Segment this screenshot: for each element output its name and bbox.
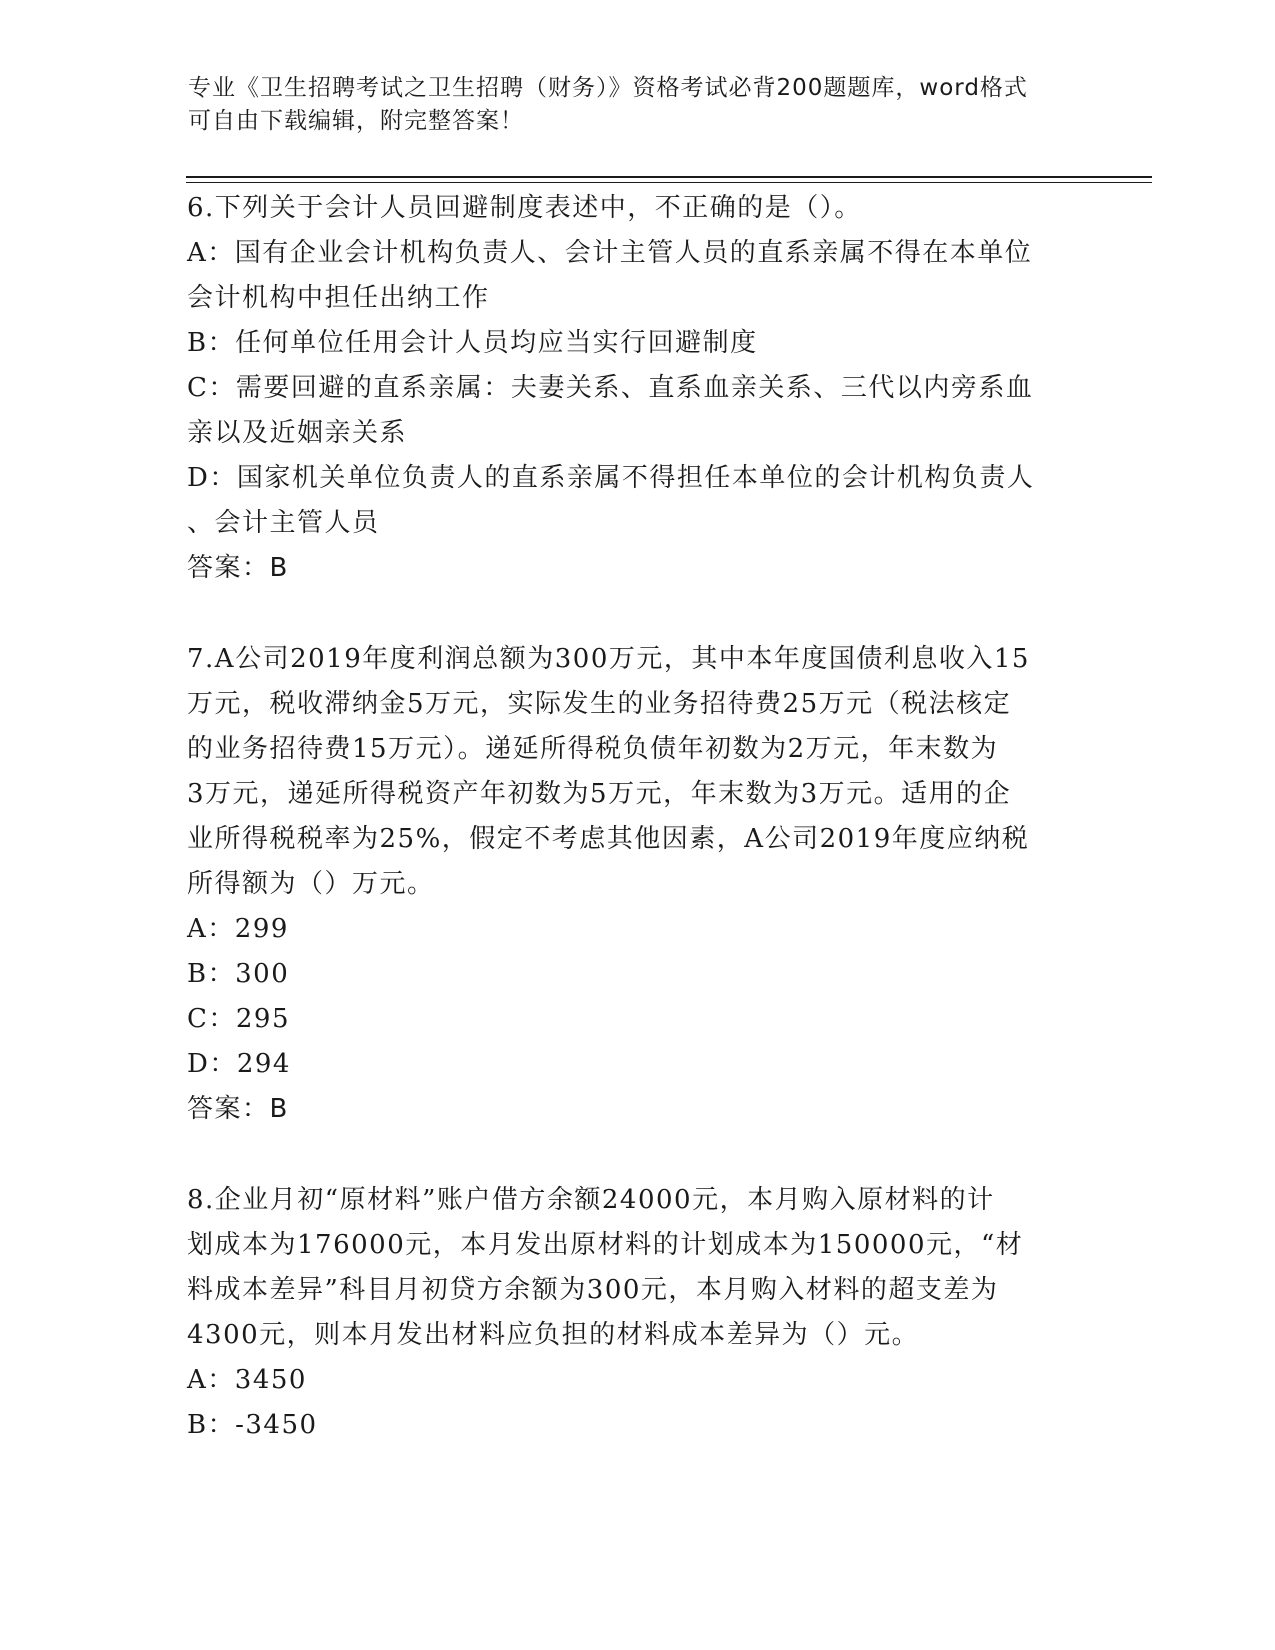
- question-gap: [187, 1132, 1077, 1178]
- question-list: [187, 186, 1077, 1448]
- question-stem-line: 业所得税税率为25%，假定不考虑其他因素，A公司2019年度应纳税: [187, 824, 1030, 854]
- question-stem-line: 料成本差异”科目月初贷方余额为300元，本月购入材料的超支差为: [187, 1275, 999, 1305]
- option-a-line-1: A：国有企业会计机构负责人、会计主管人员的直系亲属不得在本单位: [187, 238, 1033, 268]
- answer-line: 答案：B: [187, 1094, 289, 1124]
- option-b-line-1: B：300: [187, 959, 290, 989]
- option-d-line-1: D：294: [187, 1049, 291, 1079]
- question-stem-line: 4300元，则本月发出材料应负担的材料成本差异为（）元。: [187, 1320, 920, 1350]
- question-stem-line: 3万元，递延所得税资产年初数为5万元，年末数为3万元。适用的企: [187, 779, 1012, 809]
- question-stem-line: 划成本为176000元，本月发出原材料的计划成本为150000元，“材: [187, 1230, 1024, 1260]
- option-c-line-1: C：需要回避的直系亲属：夫妻关系、直系血亲关系、三代以内旁系血: [187, 373, 1034, 403]
- question-stem-line: 所得额为（）万元。: [187, 869, 435, 899]
- header-divider-thin: [186, 182, 1152, 183]
- option-b-line-1: B：-3450: [187, 1410, 318, 1440]
- header-divider-thick: [186, 176, 1152, 178]
- document-header: [188, 72, 1068, 138]
- answer-line: 答案：B: [187, 553, 289, 583]
- question-8: [187, 1178, 1077, 1448]
- option-d-line-1: D：国家机关单位负责人的直系亲属不得担任本单位的会计机构负责人: [187, 463, 1035, 493]
- header-line-1: 专业《卫生招聘考试之卫生招聘（财务）》资格考试必背200题题库，word格式: [188, 75, 1028, 101]
- option-a-line-1: A：3450: [187, 1365, 307, 1395]
- question-gap: [187, 591, 1077, 637]
- question-stem-line: 万元，税收滞纳金5万元，实际发生的业务招待费25万元（税法核定: [187, 689, 1012, 719]
- question-stem-line: 7.A公司2019年度利润总额为300万元，其中本年度国债利息收入15: [187, 644, 1030, 674]
- question-stem-line: 8.企业月初“原材料”账户借方余额24000元，本月购入原材料的计: [187, 1185, 995, 1215]
- option-a-line-2: 会计机构中担任出纳工作: [187, 283, 490, 313]
- option-b-line-1: B：任何单位任用会计人员均应当实行回避制度: [187, 328, 758, 358]
- question-stem-line: 6.下列关于会计人员回避制度表述中，不正确的是（）。: [187, 193, 862, 223]
- option-d-line-2: 、会计主管人员: [187, 508, 380, 538]
- question-7: [187, 637, 1077, 1132]
- question-6: [187, 186, 1077, 591]
- header-line-2: 可自由下载编辑，附完整答案！: [188, 108, 524, 134]
- option-c-line-2: 亲以及近姻亲关系: [187, 418, 408, 448]
- option-c-line-1: C：295: [187, 1004, 291, 1034]
- question-stem-line: 的业务招待费15万元）。递延所得税负债年初数为2万元，年末数为: [187, 734, 999, 764]
- option-a-line-1: A：299: [187, 914, 289, 944]
